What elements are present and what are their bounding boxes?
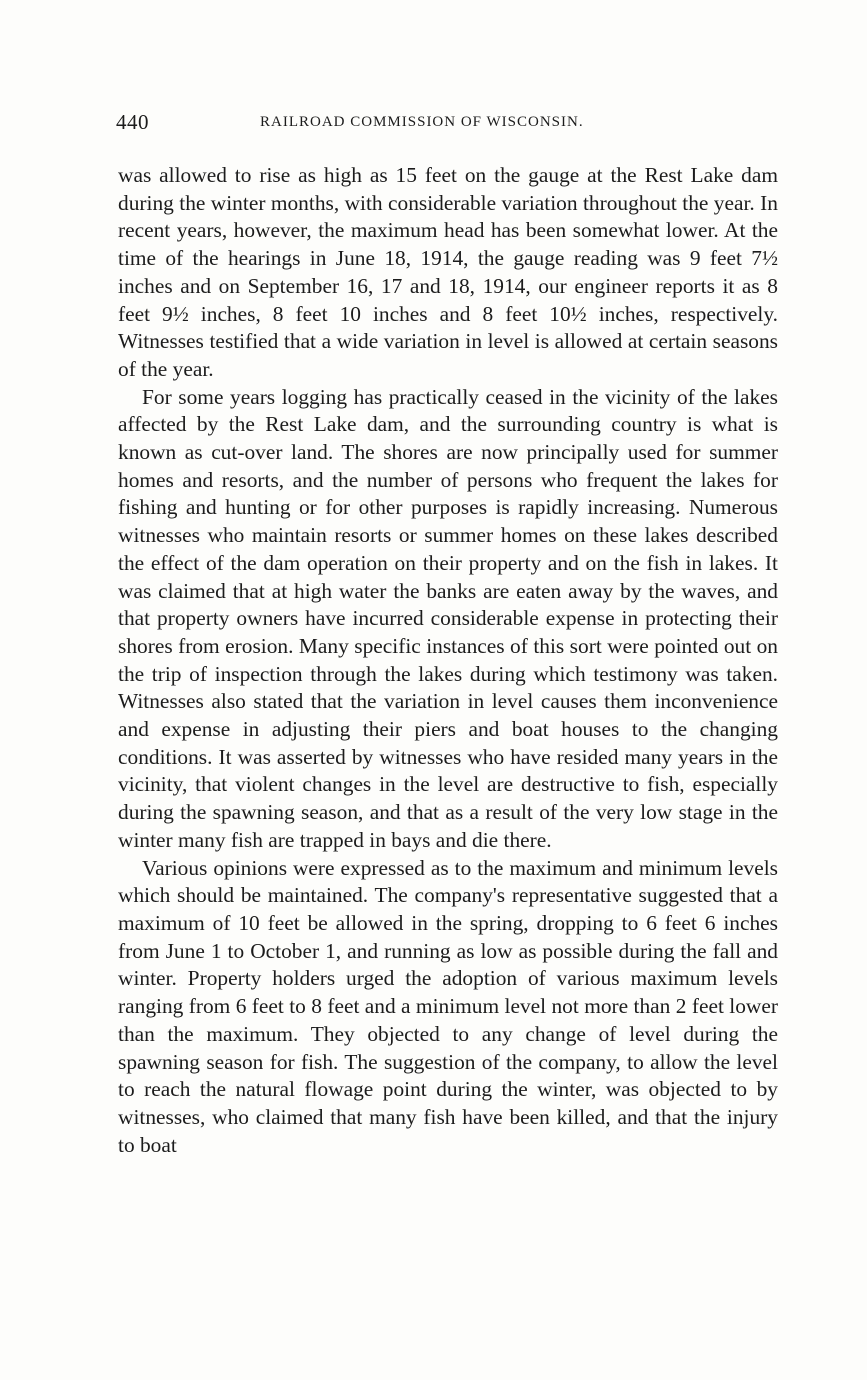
body-text — [118, 162, 778, 1159]
page-number: 440 — [116, 110, 149, 134]
running-head-title: RAILROAD COMMISSION OF WISCONSIN. — [260, 114, 584, 130]
paragraph-logging: For some years logging has practically ceased in the vicinity of the lakes affected by the Rest Lake dam, and the surrounding country is what is known as cut-over land. The shores are now principally used for summer homes and resorts, and the number of persons who frequent the lakes for fishing and hunting or for other purposes is rapidly increasing. Numerous witnesses who maintain resorts or summer homes on these lakes described the effect of the dam operation on their property and on the fish in lakes. It was claimed that at high water the banks are eaten away by the waves, and that property owners have incurred considerable expense in protecting their shores from erosion. Many specific instances of this sort were pointed out on the trip of inspection through the lakes during which testimony was taken. Witnesses also stated that the variation in level causes them inconvenience and expense in adjusting their piers and boat houses to the changing conditions. It was asserted by witnesses who have resided many years in the vicinity, that violent changes in the level are destructive to fish, especially during the spawning season, and that as a result of the very low stage in the winter many fish are trapped in bays and die there. — [118, 384, 778, 852]
paragraph-opinions: Various opinions were expressed as to the maximum and minimum levels which should be maintained. The company's representative suggested that a maximum of 10 feet be allowed in the spring, dropping to 6 feet 6 inches from June 1 to October 1, and running as low as possible during the fall and winter. Property holders urged the adoption of various maximum levels ranging from 6 feet to 8 feet and a minimum level not more than 2 feet lower than the maximum. They objected to any change of level during the spawning season for fish. The suggestion of the company, to allow the level to reach the natural flowage point during the winter, was objected to by witnesses, who claimed that many fish have been killed, and that the injury to boat — [118, 855, 778, 1157]
running-head — [116, 110, 776, 140]
paragraph-continued: was allowed to rise as high as 15 feet on the gauge at the Rest Lake dam during the winter months, with considerable variation throughout the year. In recent years, however, the maximum head has been somewhat lower. At the time of the hearings in June 18, 1914, the gauge reading was 9 feet 7½ inches and on September 16, 17 and 18, 1914, our engineer reports it as 8 feet 9½ inches, 8 feet 10 inches and 8 feet 10½ inches, respectively. Witnesses testified that a wide variation in level is allowed at certain seasons of the year. — [118, 163, 778, 381]
